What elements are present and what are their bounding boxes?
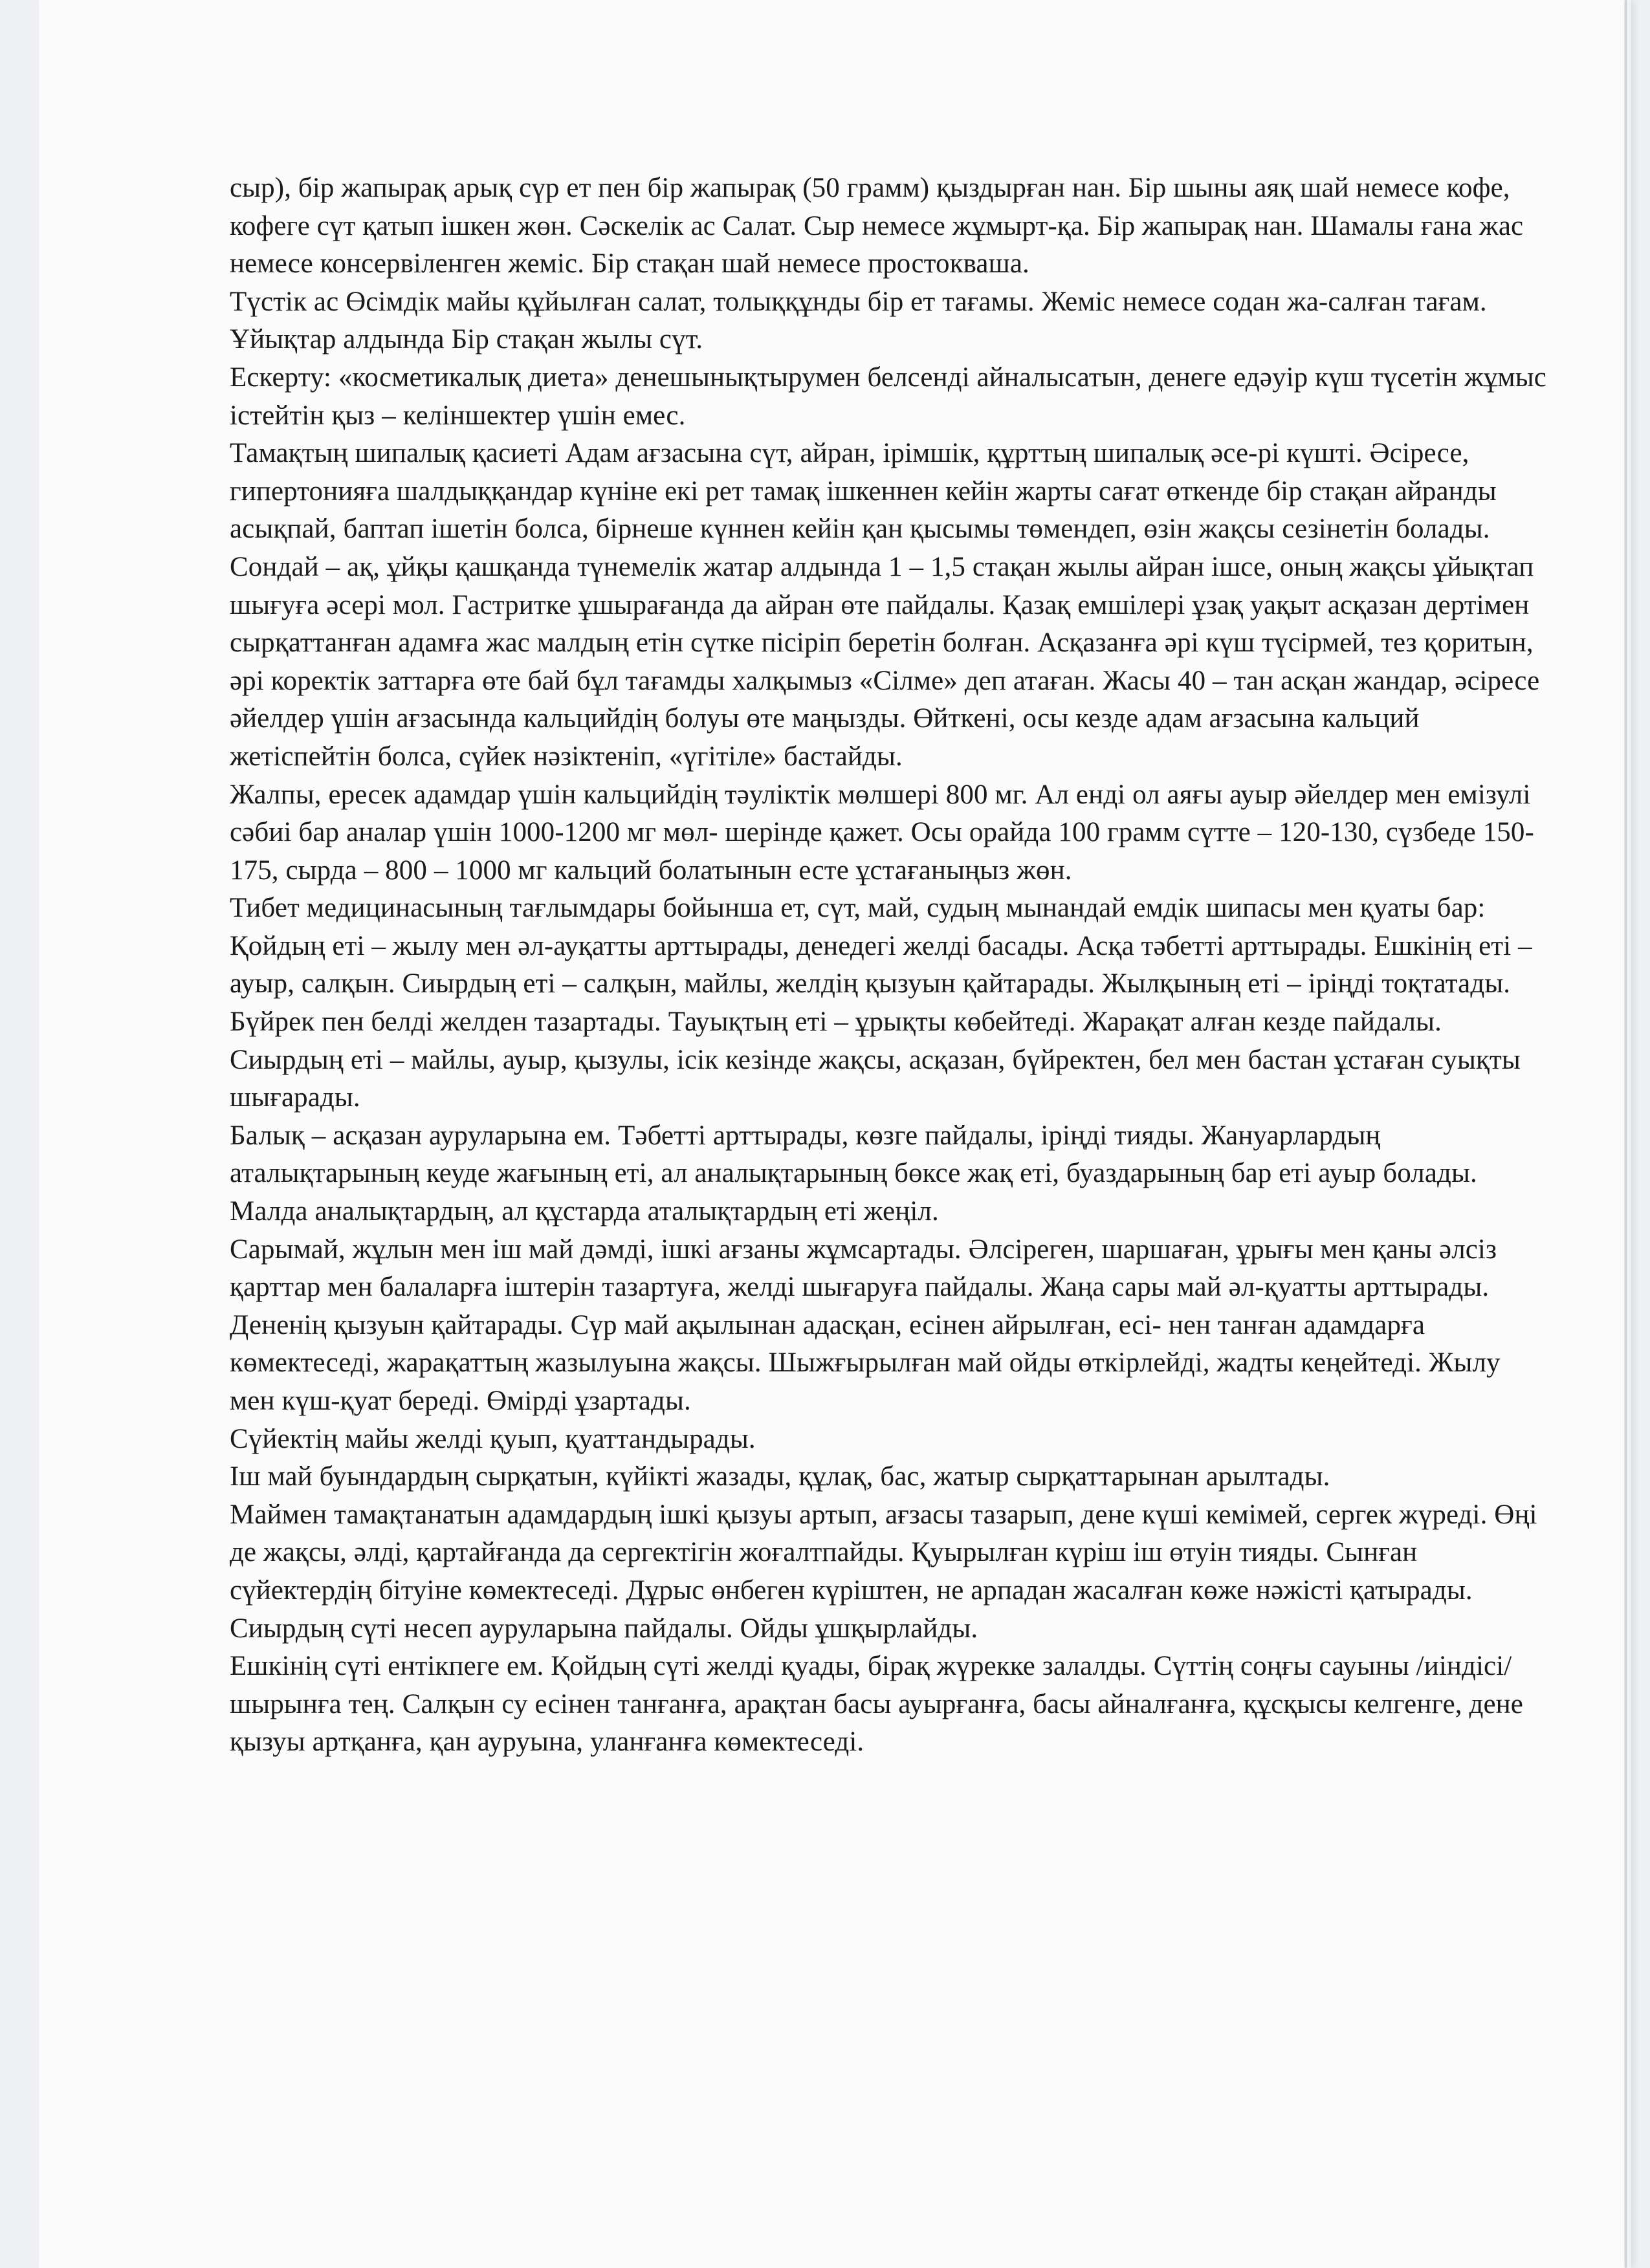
back-sheet-edge (1625, 0, 1627, 2268)
paragraph-5: Сондай – ақ, ұйқы қашқанда түнемелік жатар алдында 1 – 1,5 стақан жылы айран ішсе, оның жақсы ұйықтап шығуға әсері мол. Гастритке ұшырағанда да айран өте пайдалы. Қазақ емшілері ұзақ уақыт асқазан дертімен сырқаттанған адамға жас малдың етін сүтке пісіріп беретін болған. Асқазанға әрі күш түсірмей, тез қоритын, әрі коректік заттарға өте бай бұл тағамды халқымыз «Сілме» деп атаған. Жасы 40 – тан асқан жандар, әсіресе әйелдер үшін ағзасында кальцийдің болуы өте маңызды. Өйткені, осы кезде адам ағзасына кальций жетіспейтін болса, сүйек нәзіктеніп, «үгітіле» бастайды. (230, 551, 1540, 772)
document-page (39, 0, 1624, 2268)
paragraph-14: Ешкінің сүті ентікпеге ем. Қойдың сүті желді қуады, бірақ жүрекке залалды. Сүттің соңғы сауыны /иіндісі/ шырынға тең. Салқын су есінен танғанға, арақтан басы ауырғанға, басы айналғанға, құсқысы келгенге, дене қызуы артқанға, қан ауруына, уланғанға көмектеседі. (230, 1651, 1523, 1758)
paragraph-10: Сарымай, жұлын мен іш май дәмді, ішкі ағзаны жұмсартады. Әлсіреген, шаршаған, ұрығы мен қаны әлсіз қарттар мен балаларға іштерін тазартуға, желді шығаруға пайдалы. Жаңа сары май әл-қуатты арттырады. Дененің қызуын қайтарады. Сүр май ақылынан адасқан, есінен айрылған, есі- нен танған адамдарға көмектеседі, жарақаттың жазылуына жақсы. Шыжғырылған май ойды өткірлейді, жадты кеңейтеді. Жылу мен күш-қуат береді. Өмірді ұзартады. (230, 1234, 1501, 1416)
body-text (230, 169, 1550, 1761)
paragraph-4: Тамақтың шипалық қасиеті Адам ағзасына сүт, айран, ірімшік, құрттың шипалық әсе-рі күшті. Әсіресе, гипертонияға шалдыққандар күніне екі рет тамақ ішкеннен кейін жарты сағат өткенде бір стақан айранды асықпай, баптап ішетін болса, бірнеше күннен кейін қан қысымы төмендеп, өзін жақсы сезінетін болады. (230, 438, 1497, 545)
paragraph-7: Тибет медицинасының тағлымдары бойынша ет, сүт, май, судың мынандай емдік шипасы мен қуаты бар: (230, 893, 1486, 924)
paragraph-9: Балық – асқазан ауруларына ем. Тәбетті арттырады, көзге пайдалы, іріңді тияды. Жануарлардың аталықтарының кеуде жағының еті, ал аналықтарының бөксе жақ еті, буаздарының бар еті ауыр болады. Малда аналықтардың, ал құстарда аталықтардың еті жеңіл. (230, 1120, 1477, 1227)
paragraph-1: сыр), бір жапырақ арық сүр ет пен бір жапырақ (50 грамм) қыздырған нан. Бір шыны аяқ шай немесе кофе, кофеге сүт қатып ішкен жөн. Сәскелік ас Салат. Сыр немесе жұмырт-қа. Бір жапырақ нан. Шамалы ғана жас немесе консервіленген жеміс. Бір стақан шай немесе простокваша. (230, 173, 1524, 279)
paragraph-13: Маймен тамақтанатын адамдардың ішкі қызуы артып, ағзасы тазарып, дене күші кемімей, сергек жүреді. Өңі де жақсы, әлді, қартайғанда да сергектігін жоғалтпайды. Қуырылған күріш іш өтуін тияды. Сынған сүйектердің бітуіне көмектеседі. Дұрыс өнбеген күріштен, не арпадан жасалған көже нәжісті қатырады. Сиырдың сүті несеп ауруларына пайдалы. Ойды ұшқырлайды. (230, 1499, 1537, 1644)
paragraph-3: Ескерту: «косметикалық диета» денешынықтырумен белсенді айналысатын, денеге едәуір күш түсетін жұмыс істейтін қыз – келіншектер үшін емес. (230, 362, 1546, 431)
paragraph-6: Жалпы, ересек адамдар үшін кальцийдің тәуліктік мөлшері 800 мг. Ал енді ол аяғы ауыр әйелдер мен емізулі сәбиі бар аналар үшін 1000-1200 мг мөл- шерінде қажет. Осы орайда 100 грамм сүтте – 120-130, сүзбеде 150-175, сырда – 800 – 1000 мг кальций болатынын есте ұстағаныңыз жөн. (230, 779, 1534, 886)
paragraph-12: Іш май буындардың сырқатын, күйікті жазады, құлақ, бас, жатыр сырқаттарынан арылтады. (230, 1461, 1330, 1492)
paragraph-8: Қойдың еті – жылу мен әл-ауқатты арттырады, денедегі желді басады. Асқа тәбетті арттырады. Ешкінің еті – ауыр, салқын. Сиырдың еті – салқын, майлы, желдің қызуын қайтарады. Жылқының еті – іріңді тоқтатады. Бүйрек пен белді желден тазартады. Тауықтың еті – ұрықты көбейтеді. Жарақат алған кезде пайдалы. Сиырдың еті – майлы, ауыр, қызулы, ісік кезінде жақсы, асқазан, бүйректен, бел мен бастан ұстаған суықты шығарады. (230, 930, 1532, 1113)
paragraph-11: Сүйектің майы желді қуып, қуаттандырады. (230, 1423, 756, 1454)
paragraph-2: Түстік ас Өсімдік майы құйылған салат, толыққұнды бір ет тағамы. Жеміс немесе содан жа-салған тағам. Ұйықтар алдында Бір стақан жылы сүт. (230, 286, 1487, 355)
